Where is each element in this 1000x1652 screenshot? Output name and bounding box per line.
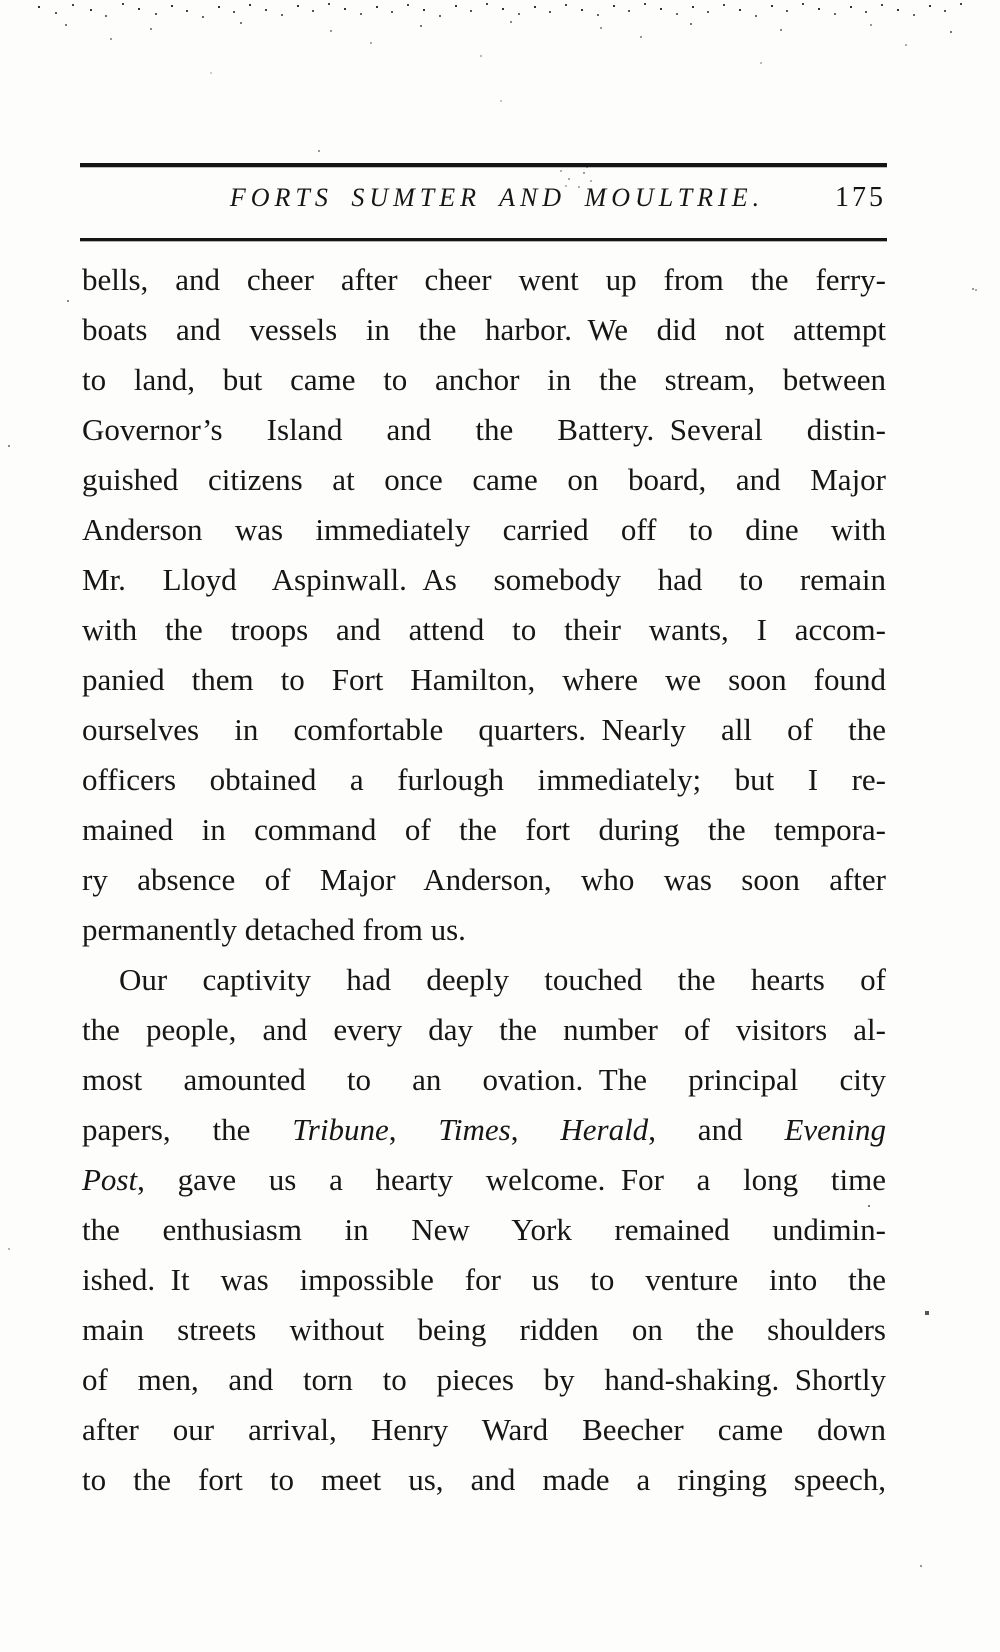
text-line: [82, 705, 886, 755]
text-line: [82, 1255, 886, 1305]
text-line: [82, 855, 886, 905]
text-line: [82, 955, 886, 1005]
text-segment: papers, the: [82, 1112, 293, 1147]
text-line: [82, 755, 886, 805]
text-segment: officers obtained a furlough immediately; but I re-: [82, 762, 886, 797]
text-line: [82, 1055, 886, 1105]
text-line: [82, 1355, 886, 1405]
text-segment: panied them to Fort Hamilton, where we soon found: [82, 662, 886, 697]
text-segment: ished. It was impossible for us to venture into the: [82, 1262, 886, 1297]
text-line: [82, 255, 886, 305]
text-segment: Mr. Lloyd Aspinwall. As somebody had to remain: [82, 562, 886, 597]
text-segment: boats and vessels in the harbor. We did not attempt: [82, 312, 886, 347]
text-line: [82, 1455, 886, 1505]
text-segment: permanently detached from us.: [82, 912, 466, 947]
text-segment: to land, but came to anchor in the stream, between: [82, 362, 886, 397]
text-segment: main streets without being ridden on the shoulders: [82, 1312, 886, 1347]
text-line: [82, 555, 886, 605]
text-line: [82, 1405, 886, 1455]
text-line: [82, 1205, 886, 1255]
text-line: [82, 405, 886, 455]
text-segment: the people, and every day the number of visitors al-: [82, 1012, 886, 1047]
text-line: [82, 1105, 886, 1155]
text-segment: Anderson was immediately carried off to dine with: [82, 512, 886, 547]
text-line: [82, 605, 886, 655]
running-head: [82, 176, 886, 220]
italic-text: Post: [82, 1162, 138, 1197]
text-segment: mained in command of the fort during the tempora-: [82, 812, 886, 847]
italic-text: Evening: [784, 1112, 887, 1147]
text-line: [82, 1305, 886, 1355]
text-segment: Governor’s Island and the Battery. Several distin-: [82, 412, 886, 447]
text-segment: , and: [648, 1112, 785, 1147]
text-line: [82, 805, 886, 855]
text-segment: after our arrival, Henry Ward Beecher came down: [82, 1412, 886, 1447]
text-segment: with the troops and attend to their wants, I accom-: [82, 612, 886, 647]
text-segment: most amounted to an ovation. The principal city: [82, 1062, 886, 1097]
text-line: [82, 355, 886, 405]
text-line: [82, 905, 886, 955]
text-segment: bells, and cheer after cheer went up from the ferry-: [82, 262, 886, 297]
scan-noise-marks: [0, 0, 2, 2]
text-block: [82, 255, 886, 1505]
text-segment: , gave us a hearty welcome. For a long time: [137, 1162, 886, 1197]
text-line: [82, 1155, 886, 1205]
text-line: [82, 455, 886, 505]
text-segment: ,: [510, 1112, 561, 1147]
text-segment: ,: [388, 1112, 439, 1147]
header-rule-bottom: [80, 238, 887, 241]
text-line: [82, 505, 886, 555]
page-number: 175: [835, 182, 886, 213]
text-segment: Our captivity had deeply touched the hearts of: [119, 962, 886, 997]
text-line: [82, 655, 886, 705]
page-title: FORTS SUMTER AND MOULTRIE.: [229, 183, 765, 212]
text-segment: ourselves in comfortable quarters. Nearly all of the: [82, 712, 886, 747]
text-segment: the enthusiasm in New York remained undimin-: [82, 1212, 886, 1247]
italic-text: Herald: [560, 1112, 649, 1147]
text-line: [82, 305, 886, 355]
text-segment: guished citizens at once came on board, and Major: [82, 462, 886, 497]
text-segment: to the fort to meet us, and made a ringing speech,: [82, 1462, 886, 1497]
text-segment: ry absence of Major Anderson, who was soon after: [82, 862, 886, 897]
italic-text: Tribune: [292, 1112, 389, 1147]
header-rule-top: [80, 163, 887, 167]
italic-text: Times: [438, 1112, 511, 1147]
text-segment: of men, and torn to pieces by hand-shaking. Shortly: [82, 1362, 886, 1397]
text-line: [82, 1005, 886, 1055]
